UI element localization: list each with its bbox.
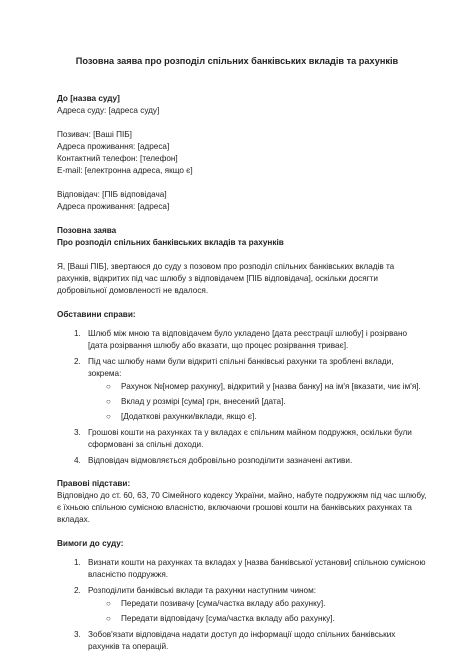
- sublist-item: ○ Рахунок №[номер рахунку], відкритий у [назва банку] на ім'я [вказати, чиє ім'я].: [106, 382, 421, 391]
- plaintiff-name: Позивач: [Ваші ПІБ]: [57, 130, 132, 139]
- bullet-icon: ○: [106, 412, 111, 421]
- list-item-text: Розподілити банківські вклади та рахунки наступним чином:: [88, 586, 317, 595]
- list-item-text: Визнати кошти на рахунках та вкладах у [назва банківської установи] спільною сумісною власністю подружжя.: [88, 558, 426, 579]
- bullet-icon: ○: [106, 397, 111, 406]
- list-item: 4. Відповідач відмовляється добровільно розподілити зазначені активи.: [74, 456, 353, 465]
- plaintiff-phone: Контактний телефон: [телефон]: [57, 154, 178, 163]
- distribution-sublist: [88, 598, 427, 625]
- sublist-item: ○ Передати відповідачу [сума/частка вкладу або рахунку].: [106, 614, 335, 623]
- accounts-sublist: [88, 381, 427, 423]
- list-item: 3. Зобов'язати відповідача надати доступ до інформації щодо спільних банківських рахунків та операцій.: [74, 630, 396, 651]
- demands-heading: Вимоги до суду:: [57, 539, 124, 548]
- list-item: 2. Розподілити банківські вклади та рахунки наступним чином: ○ Передати позивачу [сума/частка вкладу або рахунку]. ○ Передати відповідачу [сума/частка вкладу або рахунку].: [57, 585, 427, 625]
- legal-text: Відповідно до ст. 60, 63, 70 Сімейного кодексу України, майно, набуте подружжям під час шлюбу, є їхньою спільною сумісною власністю, включаючи грошові кошти на банківських рахунках та вкладах.: [57, 491, 427, 524]
- defendant-address: Адреса проживання: [адреса]: [57, 202, 170, 211]
- document-title: Позовна заява про розподіл спільних банківських вкладів та рахунків: [75, 56, 399, 66]
- list-item: 2. Під час шлюбу нами були відкриті спільні банківські рахунки та зроблені вклади, зокрема: ○ Рахунок №[номер рахунку], відкритий у [назва банку] на ім'я [вказати, чиє ім'я]. ○ Вклад у розмірі [сума] грн, внесений [дата]. ○ [Додаткові рахунки/вклади, якщо є].: [57, 356, 427, 423]
- document-body: [57, 93, 427, 657]
- bullet-icon: ○: [106, 614, 111, 623]
- circumstances-heading: Обставини справи:: [57, 310, 136, 319]
- list-item: 1. Визнати кошти на рахунках та вкладах у [назва банківської установи] спільною сумісною власністю подружжя.: [74, 558, 426, 579]
- plaintiff-email: E-mail: [електронна адреса, якщо є]: [57, 166, 193, 175]
- circumstances-list: [57, 328, 427, 467]
- list-item-text: Під час шлюбу нами були відкриті спільні банківські рахунки та зроблені вклади, зокрема:: [88, 357, 394, 378]
- bullet-icon: ○: [106, 599, 111, 608]
- list-item-text: Грошові кошти на рахунках та у вкладах є спільним майном подружжя, оскільки були сформовані за спільні доходи.: [88, 428, 412, 449]
- legal-heading: Правові підстави:: [57, 479, 131, 488]
- court-name: До [назва суду]: [57, 94, 120, 103]
- list-item: 3. Грошові кошти на рахунках та у вкладах є спільним майном подружжя, оскільки були сформовані за спільні доходи.: [74, 428, 412, 449]
- claim-heading: Позовна заява: [57, 226, 117, 235]
- defendant-name: Відповідач: [ПІБ відповідача]: [57, 190, 167, 199]
- sublist-item: ○ [Додаткові рахунки/вклади, якщо є].: [106, 412, 257, 421]
- intro-paragraph: Я, [Ваші ПІБ], звертаюся до суду з позовом про розподіл спільних банківських вкладів та рахунків, відкритих під час шлюбу з відповідачем [ПІБ відповідача], оскільки досягти добровільної домовленості не вдалося.: [57, 262, 395, 295]
- bullet-icon: ○: [106, 382, 111, 391]
- claim-subheading: Про розподіл спільних банківських вкладів та рахунків: [57, 238, 284, 247]
- list-item-text: Шлюб між мною та відповідачем було укладено [дата реєстрації шлюбу] і розірвано [дата розірвання шлюбу або вказати, що процес розірвання триває].: [88, 329, 408, 350]
- list-item-text: Зобов'язати відповідача надати доступ до інформації щодо спільних банківських рахунків та операцій.: [88, 630, 396, 651]
- demands-list: [57, 557, 427, 653]
- plaintiff-address: Адреса проживання: [адреса]: [57, 142, 170, 151]
- list-item-text: Відповідач відмовляється добровільно розподілити зазначені активи.: [88, 456, 353, 465]
- court-address: Адреса суду: [адреса суду]: [57, 106, 160, 115]
- sublist-item: ○ Вклад у розмірі [сума] грн, внесений [дата].: [106, 397, 286, 406]
- sublist-item: ○ Передати позивачу [сума/частка вкладу або рахунку].: [106, 599, 326, 608]
- list-item: 1. Шлюб між мною та відповідачем було укладено [дата реєстрації шлюбу] і розірвано [дата розірвання шлюбу або вказати, що процес розірвання триває].: [74, 329, 408, 350]
